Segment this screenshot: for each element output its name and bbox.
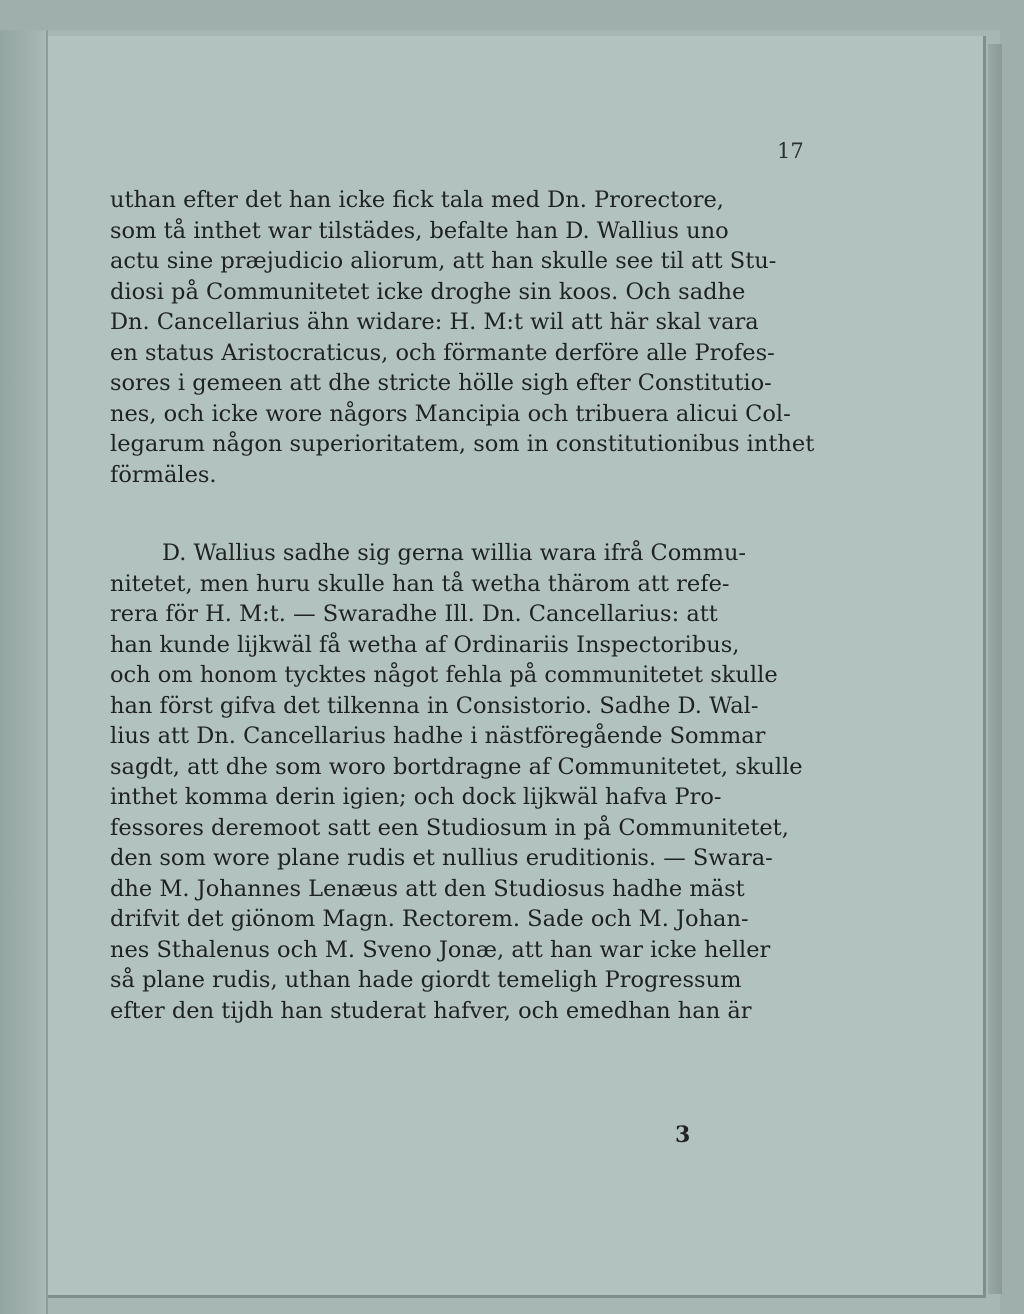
paragraph-2 (110, 538, 815, 1026)
page-number: 17 (777, 139, 804, 163)
text-line: han först gifva det tilkenna in Consistorio. Sadhe D. Wal- (110, 692, 759, 719)
text-line: han kunde lijkwäl få wetha af Ordinariis Inspectoribus, (110, 631, 740, 658)
text-line: nes Sthalenus och M. Sveno Jonæ, att han war icke heller (110, 936, 771, 963)
text-line: diosi på Communitetet icke droghe sin koos. Och sadhe (110, 278, 746, 305)
text-line: nes, och icke wore någors Mancipia och tribuera alicui Col- (110, 400, 791, 427)
text-line: uthan efter det han icke fick tala med Dn. Prorectore, (110, 187, 724, 213)
body-text (110, 185, 815, 1026)
text-line: den som wore plane rudis et nullius eruditionis. — Swara- (110, 845, 773, 871)
text-line: efter den tijdh han studerat hafver, och emedhan han är (110, 997, 752, 1024)
text-line: fessores deremoot satt een Studiosum in på Communitetet, (110, 814, 789, 841)
text-line: drifvit det giönom Magn. Rectorem. Sade och M. Johan- (110, 906, 749, 932)
text-line: legarum någon superioritatem, som in constitutionibus inthet (110, 431, 815, 457)
text-line: nitetet, men huru skulle han tå wetha thärom att refe- (110, 570, 730, 597)
text-line: lius att Dn. Cancellarius hadhe i nästföregående Sommar (110, 723, 766, 749)
text-line: rera för H. M:t. — Swaradhe Ill. Dn. Cancellarius: att (110, 601, 718, 627)
text-line: en status Aristocraticus, och förmante derföre alle Profes- (110, 339, 775, 366)
text-line: förmäles. (110, 461, 217, 488)
page-edge (988, 44, 1002, 1294)
text-line: och om honom tycktes något fehla på communitetet skulle (110, 662, 778, 688)
text-line: som tå inthet war tilstädes, befalte han D. Wallius uno (110, 217, 729, 244)
text-line: dhe M. Johannes Lenæus att den Studiosus hadhe mäst (110, 875, 745, 902)
text-line: Dn. Cancellarius ähn widare: H. M:t wil att här skal vara (110, 309, 759, 335)
paragraph-1 (110, 185, 815, 490)
text-line: D. Wallius sadhe sig gerna willia wara ifrå Commu- (162, 540, 747, 566)
text-line: actu sine præjudicio aliorum, att han skulle see til att Stu- (110, 248, 777, 274)
text-line: sagdt, att dhe som woro bortdragne af Communitetet, skulle (110, 753, 803, 780)
text-line: så plane rudis, uthan hade giordt temeligh Progressum (110, 967, 742, 993)
signature-mark: 3 (675, 1122, 691, 1148)
text-line: sores i gemeen att dhe stricte hölle sigh efter Constitutio- (110, 370, 772, 396)
text-line: inthet komma derin igien; och dock lijkwäl hafva Pro- (110, 784, 722, 810)
book-spine (0, 30, 48, 1314)
